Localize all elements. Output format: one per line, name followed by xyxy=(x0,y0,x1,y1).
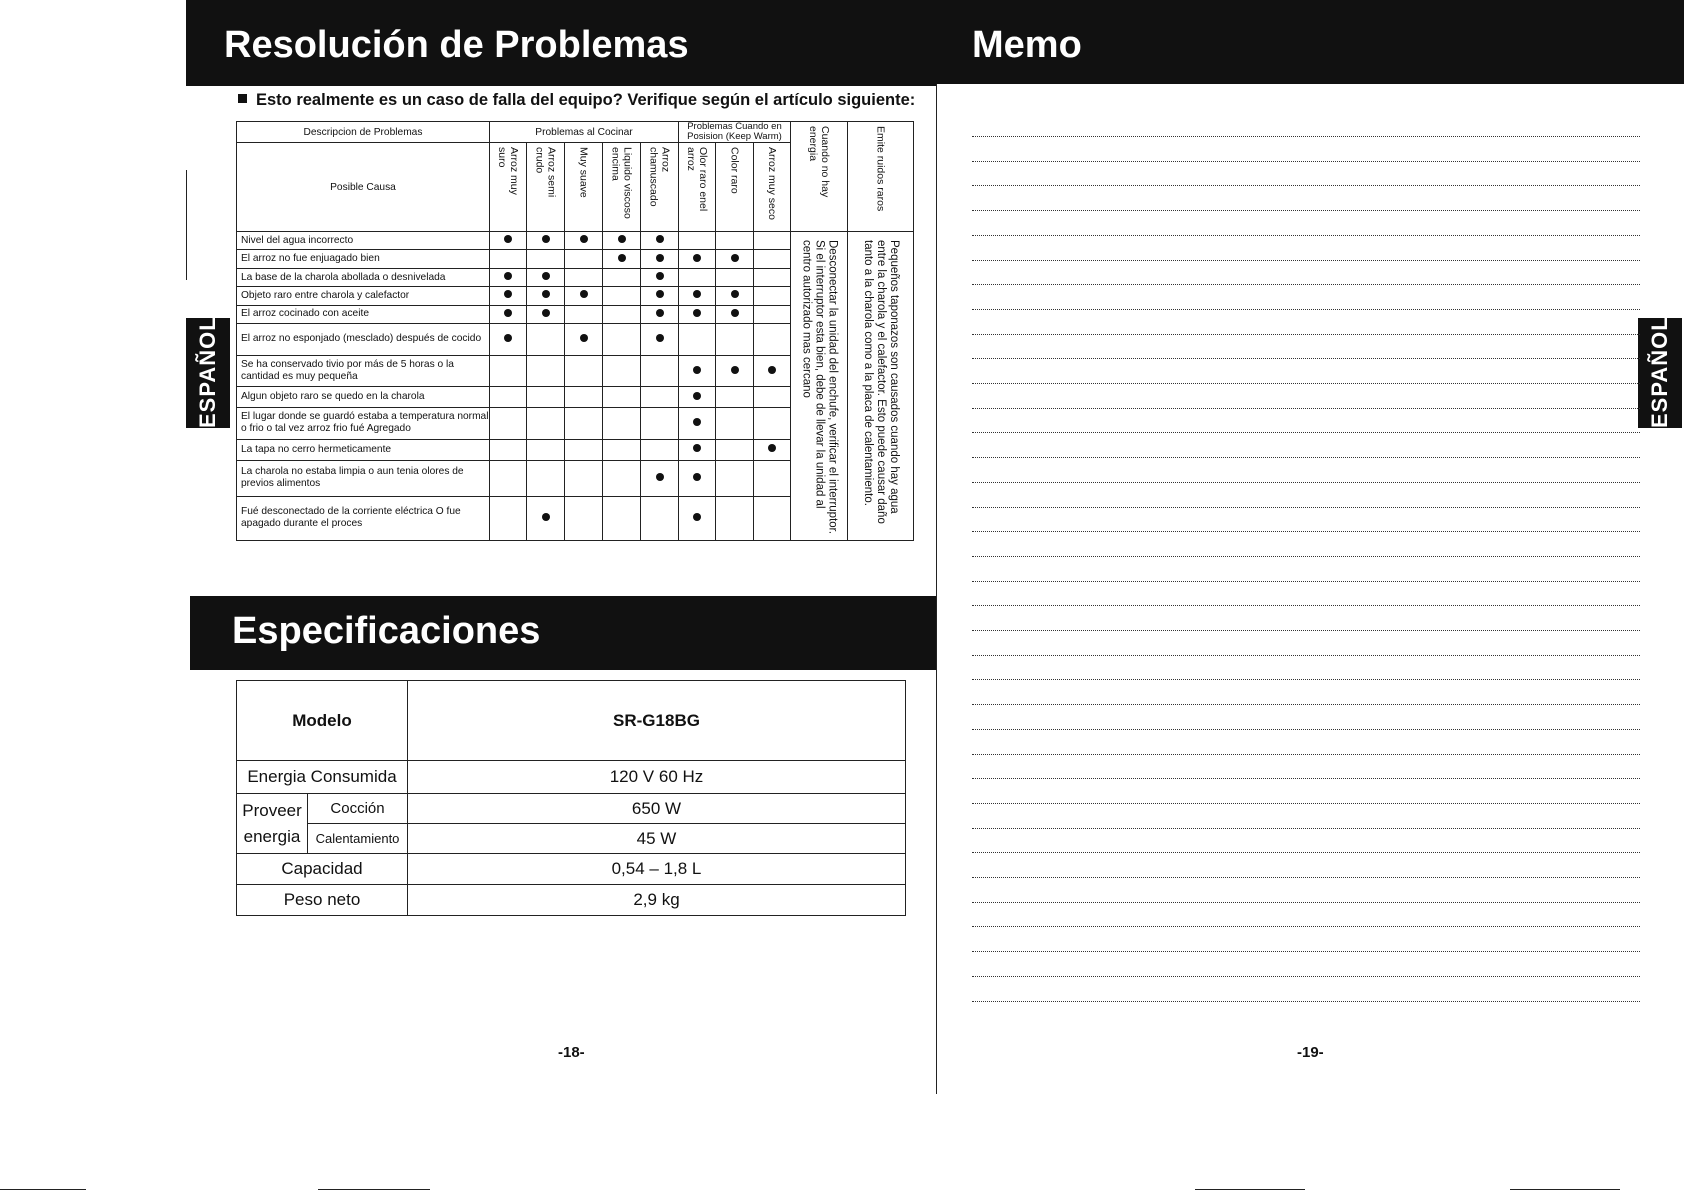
mark-cell xyxy=(490,355,527,387)
mark-cell xyxy=(565,324,603,356)
filled-dot-icon xyxy=(731,254,739,262)
mark-cell xyxy=(527,407,565,439)
filled-dot-icon xyxy=(504,290,512,298)
mark-cell xyxy=(641,407,679,439)
mark-cell xyxy=(527,287,565,305)
capacity-value: 0,54 – 1,8 L xyxy=(408,854,906,885)
symptom-noise xyxy=(848,122,914,232)
filled-dot-icon xyxy=(693,290,701,298)
noise-text: Pequeños taponazos son causados cuando hay agua entre la charola y el calefactor. Esto puede causar daño tanto a la charola como a la placa de calentamiento. xyxy=(862,240,900,524)
bullet-square-icon xyxy=(238,94,247,103)
filled-dot-icon xyxy=(656,334,664,342)
memo-line xyxy=(972,210,1640,211)
supply-label-line2: energia xyxy=(243,826,301,846)
intro-question xyxy=(238,91,915,110)
cause-text: Se ha conservado tivio por más de 5 horas o la cantidad es muy pequeña xyxy=(237,355,490,387)
filled-dot-icon xyxy=(693,309,701,317)
mark-cell xyxy=(716,387,754,407)
symptom-label: Emite ruidos raros xyxy=(874,126,887,212)
cause-row xyxy=(237,232,914,250)
mark-cell xyxy=(565,268,603,286)
cause-text: Objeto raro entre charola y calefactor xyxy=(237,287,490,305)
mark-cell xyxy=(754,355,791,387)
mark-cell xyxy=(527,461,565,497)
filled-dot-icon xyxy=(693,418,701,426)
filled-dot-icon xyxy=(580,290,588,298)
filled-dot-icon xyxy=(580,334,588,342)
symptom-burnt xyxy=(641,143,679,232)
no-power-text: Desconectar la unidad del enchufe, verificar el interruptor. Si el interruptor esta bien, debe de llevar la unidad al centro autorizado mas cercano xyxy=(800,240,839,535)
mark-cell xyxy=(603,496,641,540)
mark-cell xyxy=(565,387,603,407)
memo-line xyxy=(972,482,1640,483)
symptom-label: Muy suave xyxy=(577,147,590,198)
filled-dot-icon xyxy=(693,473,701,481)
memo-line xyxy=(972,877,1640,878)
mark-cell xyxy=(641,387,679,407)
filled-dot-icon xyxy=(504,334,512,342)
filled-dot-icon xyxy=(693,366,701,374)
mark-cell xyxy=(716,496,754,540)
filled-dot-icon xyxy=(656,309,664,317)
mark-cell xyxy=(679,439,716,460)
mark-cell xyxy=(527,324,565,356)
model-value-cell xyxy=(408,681,906,761)
mark-cell xyxy=(641,496,679,540)
no-power-solution xyxy=(791,232,848,541)
memo-line xyxy=(972,260,1640,261)
mark-cell xyxy=(565,250,603,268)
cause-text: Fué desconectado de la corriente eléctrica O fue apagado durante el proces xyxy=(237,496,490,540)
cause-text: La tapa no cerro hermeticamente xyxy=(237,439,490,460)
header-possible-cause: Posible Causa xyxy=(237,143,490,232)
left-margin-rule xyxy=(186,170,187,280)
mark-cell xyxy=(754,250,791,268)
filled-dot-icon xyxy=(693,254,701,262)
mark-cell xyxy=(527,439,565,460)
mark-cell xyxy=(716,268,754,286)
mark-cell xyxy=(527,232,565,250)
memo-line xyxy=(972,284,1640,285)
filled-dot-icon xyxy=(504,309,512,317)
mark-cell xyxy=(490,407,527,439)
symptom-label: Arroz muy seco xyxy=(766,147,778,220)
mark-cell xyxy=(603,324,641,356)
mark-cell xyxy=(490,250,527,268)
memo-line xyxy=(972,358,1640,359)
intro-text: Esto realmente es un caso de falla del equipo? Verifique según el artículo siguiente: xyxy=(256,91,916,109)
header-description: Descripcion de Problemas xyxy=(237,122,490,143)
memo-line xyxy=(972,383,1640,384)
mark-cell xyxy=(679,324,716,356)
filled-dot-icon xyxy=(542,309,550,317)
mark-cell xyxy=(679,305,716,323)
memo-line xyxy=(972,309,1640,310)
mark-cell xyxy=(716,355,754,387)
mark-cell xyxy=(490,387,527,407)
symptom-label: Olor raro enel arroz xyxy=(685,147,709,212)
cooking-value: 650 W xyxy=(408,794,906,824)
memo-line xyxy=(972,408,1640,409)
memo-line xyxy=(972,605,1640,606)
model-value: SR-G18BG xyxy=(613,710,700,730)
memo-title: Memo xyxy=(972,24,1082,66)
mark-cell xyxy=(679,387,716,407)
symptom-label: Cuando no hay energia xyxy=(807,126,831,198)
mark-cell xyxy=(679,461,716,497)
mark-cell xyxy=(641,287,679,305)
filled-dot-icon xyxy=(618,254,626,262)
mark-cell xyxy=(527,250,565,268)
mark-cell xyxy=(679,250,716,268)
mark-cell xyxy=(603,250,641,268)
cause-text: Nivel del agua incorrecto xyxy=(237,232,490,250)
mark-cell xyxy=(641,324,679,356)
memo-line xyxy=(972,235,1640,236)
memo-line xyxy=(972,902,1640,903)
filled-dot-icon xyxy=(768,366,776,374)
memo-line xyxy=(972,852,1640,853)
filled-dot-icon xyxy=(768,444,776,452)
mark-cell xyxy=(641,250,679,268)
filled-dot-icon xyxy=(542,290,550,298)
mark-cell xyxy=(603,407,641,439)
mark-cell xyxy=(565,232,603,250)
warming-label: Calentamiento xyxy=(308,824,408,854)
mark-cell xyxy=(754,232,791,250)
mark-cell xyxy=(490,439,527,460)
page-number-left: -18- xyxy=(558,1044,585,1061)
mark-cell xyxy=(679,407,716,439)
mark-cell xyxy=(679,355,716,387)
symptom-label: Arroz semi crudo xyxy=(533,147,558,198)
filled-dot-icon xyxy=(542,513,550,521)
mark-cell xyxy=(716,461,754,497)
mark-cell xyxy=(490,461,527,497)
language-tab-right: ESPAÑOL xyxy=(1638,318,1682,428)
mark-cell xyxy=(716,250,754,268)
mark-cell xyxy=(716,324,754,356)
mark-cell xyxy=(603,268,641,286)
cause-text: El arroz cocinado con aceite xyxy=(237,305,490,323)
mark-cell xyxy=(603,439,641,460)
filled-dot-icon xyxy=(656,473,664,481)
mark-cell xyxy=(490,232,527,250)
cause-text: El lugar donde se guardó estaba a temperatura normal o frio o tal vez arroz frio fué Agregado xyxy=(237,407,490,439)
supply-label-line1: Proveer xyxy=(242,800,302,820)
header-cooking-problems: Problemas al Cocinar xyxy=(490,122,679,143)
mark-cell xyxy=(679,232,716,250)
symptom-too-soft xyxy=(565,143,603,232)
filled-dot-icon xyxy=(618,235,626,243)
filled-dot-icon xyxy=(656,272,664,280)
cause-text: El arroz no fue enjuagado bien xyxy=(237,250,490,268)
mark-cell xyxy=(490,268,527,286)
mark-cell xyxy=(754,461,791,497)
crop-rule xyxy=(318,1189,430,1190)
filled-dot-icon xyxy=(656,290,664,298)
memo-line xyxy=(972,754,1640,755)
symptom-hard-rice xyxy=(490,143,527,232)
mark-cell xyxy=(641,232,679,250)
memo-line xyxy=(972,457,1640,458)
memo-line xyxy=(972,729,1640,730)
warming-value: 45 W xyxy=(408,824,906,854)
filled-dot-icon xyxy=(731,290,739,298)
specs-title: Especificaciones xyxy=(232,610,541,652)
cause-text: La charola no estaba limpia o aun tenia olores de previos alimentos xyxy=(237,461,490,497)
mark-cell xyxy=(754,305,791,323)
mark-cell xyxy=(716,305,754,323)
power-label: Energia Consumida xyxy=(237,761,408,794)
mark-cell xyxy=(565,407,603,439)
weight-label: Peso neto xyxy=(237,885,408,916)
mark-cell xyxy=(754,407,791,439)
mark-cell xyxy=(527,387,565,407)
mark-cell xyxy=(641,355,679,387)
mark-cell xyxy=(603,305,641,323)
memo-line xyxy=(972,556,1640,557)
memo-line xyxy=(972,136,1640,137)
mark-cell xyxy=(527,496,565,540)
crop-rule xyxy=(1195,1189,1305,1190)
model-label: Modelo xyxy=(292,710,352,730)
filled-dot-icon xyxy=(542,272,550,280)
mark-cell xyxy=(565,496,603,540)
mark-cell xyxy=(565,287,603,305)
memo-line xyxy=(972,581,1640,582)
mark-cell xyxy=(490,305,527,323)
memo-line xyxy=(972,926,1640,927)
filled-dot-icon xyxy=(656,254,664,262)
memo-line xyxy=(972,778,1640,779)
memo-line xyxy=(972,828,1640,829)
supply-label-cell xyxy=(237,794,308,854)
mark-cell xyxy=(754,387,791,407)
symptom-no-power xyxy=(791,122,848,232)
symptom-label: Color raro xyxy=(728,147,741,194)
troubleshooting-table xyxy=(236,121,914,541)
symptom-label: Arroz muy suro xyxy=(496,147,520,195)
header-keepwarm-problems: Problemas Cuando en Posision (Keep Warm) xyxy=(679,122,791,143)
cause-text: El arroz no esponjado (mesclado) después de cocido xyxy=(237,324,490,356)
mark-cell xyxy=(490,496,527,540)
mark-cell xyxy=(565,439,603,460)
filled-dot-icon xyxy=(693,392,701,400)
mark-cell xyxy=(490,324,527,356)
memo-line xyxy=(972,531,1640,532)
mark-cell xyxy=(603,355,641,387)
filled-dot-icon xyxy=(542,235,550,243)
language-tab-left: ESPAÑOL xyxy=(186,318,230,428)
mark-cell xyxy=(527,268,565,286)
crop-rule xyxy=(0,1189,86,1190)
mark-cell xyxy=(716,232,754,250)
filled-dot-icon xyxy=(504,272,512,280)
center-divider xyxy=(936,84,937,1094)
memo-line xyxy=(972,630,1640,631)
cooking-label: Cocción xyxy=(308,794,408,824)
mark-cell xyxy=(641,461,679,497)
mark-cell xyxy=(716,439,754,460)
mark-cell xyxy=(754,439,791,460)
mark-cell xyxy=(565,305,603,323)
mark-cell xyxy=(679,287,716,305)
crop-rule xyxy=(1510,1189,1620,1190)
capacity-label: Capacidad xyxy=(237,854,408,885)
specs-table xyxy=(236,680,906,916)
mark-cell xyxy=(527,355,565,387)
mark-cell xyxy=(565,461,603,497)
memo-line xyxy=(972,976,1640,977)
cause-text: La base de la charola abollada o desnivelada xyxy=(237,268,490,286)
mark-cell xyxy=(641,268,679,286)
memo-line xyxy=(972,432,1640,433)
filled-dot-icon xyxy=(693,444,701,452)
filled-dot-icon xyxy=(504,235,512,243)
mark-cell xyxy=(716,407,754,439)
filled-dot-icon xyxy=(656,235,664,243)
cause-text: Algun objeto raro se quedo en la charola xyxy=(237,387,490,407)
memo-line xyxy=(972,507,1640,508)
weight-value: 2,9 kg xyxy=(408,885,906,916)
memo-line xyxy=(972,161,1640,162)
symptom-odd-smell xyxy=(679,143,716,232)
memo-line xyxy=(972,679,1640,680)
memo-line xyxy=(972,185,1640,186)
mark-cell xyxy=(754,324,791,356)
memo-line xyxy=(972,334,1640,335)
symptom-odd-color xyxy=(716,143,754,232)
memo-line xyxy=(972,704,1640,705)
model-label-cell xyxy=(237,681,408,761)
mark-cell xyxy=(603,232,641,250)
mark-cell xyxy=(603,287,641,305)
noise-solution xyxy=(848,232,914,541)
mark-cell xyxy=(603,387,641,407)
mark-cell xyxy=(565,355,603,387)
memo-line xyxy=(972,655,1640,656)
symptom-half-cooked xyxy=(527,143,565,232)
filled-dot-icon xyxy=(580,235,588,243)
mark-cell xyxy=(641,439,679,460)
mark-cell xyxy=(490,287,527,305)
filled-dot-icon xyxy=(731,309,739,317)
mark-cell xyxy=(679,268,716,286)
memo-line xyxy=(972,951,1640,952)
mark-cell xyxy=(754,268,791,286)
mark-cell xyxy=(603,461,641,497)
memo-line xyxy=(972,803,1640,804)
symptom-too-dry xyxy=(754,143,791,232)
symptom-label: Arroz chamuscado xyxy=(647,147,672,207)
page-title: Resolución de Problemas xyxy=(224,24,689,66)
mark-cell xyxy=(754,287,791,305)
page-number-right: -19- xyxy=(1297,1044,1324,1061)
mark-cell xyxy=(641,305,679,323)
filled-dot-icon xyxy=(693,513,701,521)
power-value: 120 V 60 Hz xyxy=(408,761,906,794)
filled-dot-icon xyxy=(731,366,739,374)
symptom-label: Liquido viscoso encima xyxy=(609,147,634,219)
mark-cell xyxy=(716,287,754,305)
memo-line xyxy=(972,1001,1640,1002)
mark-cell xyxy=(679,496,716,540)
symptom-viscous xyxy=(603,143,641,232)
mark-cell xyxy=(527,305,565,323)
mark-cell xyxy=(754,496,791,540)
